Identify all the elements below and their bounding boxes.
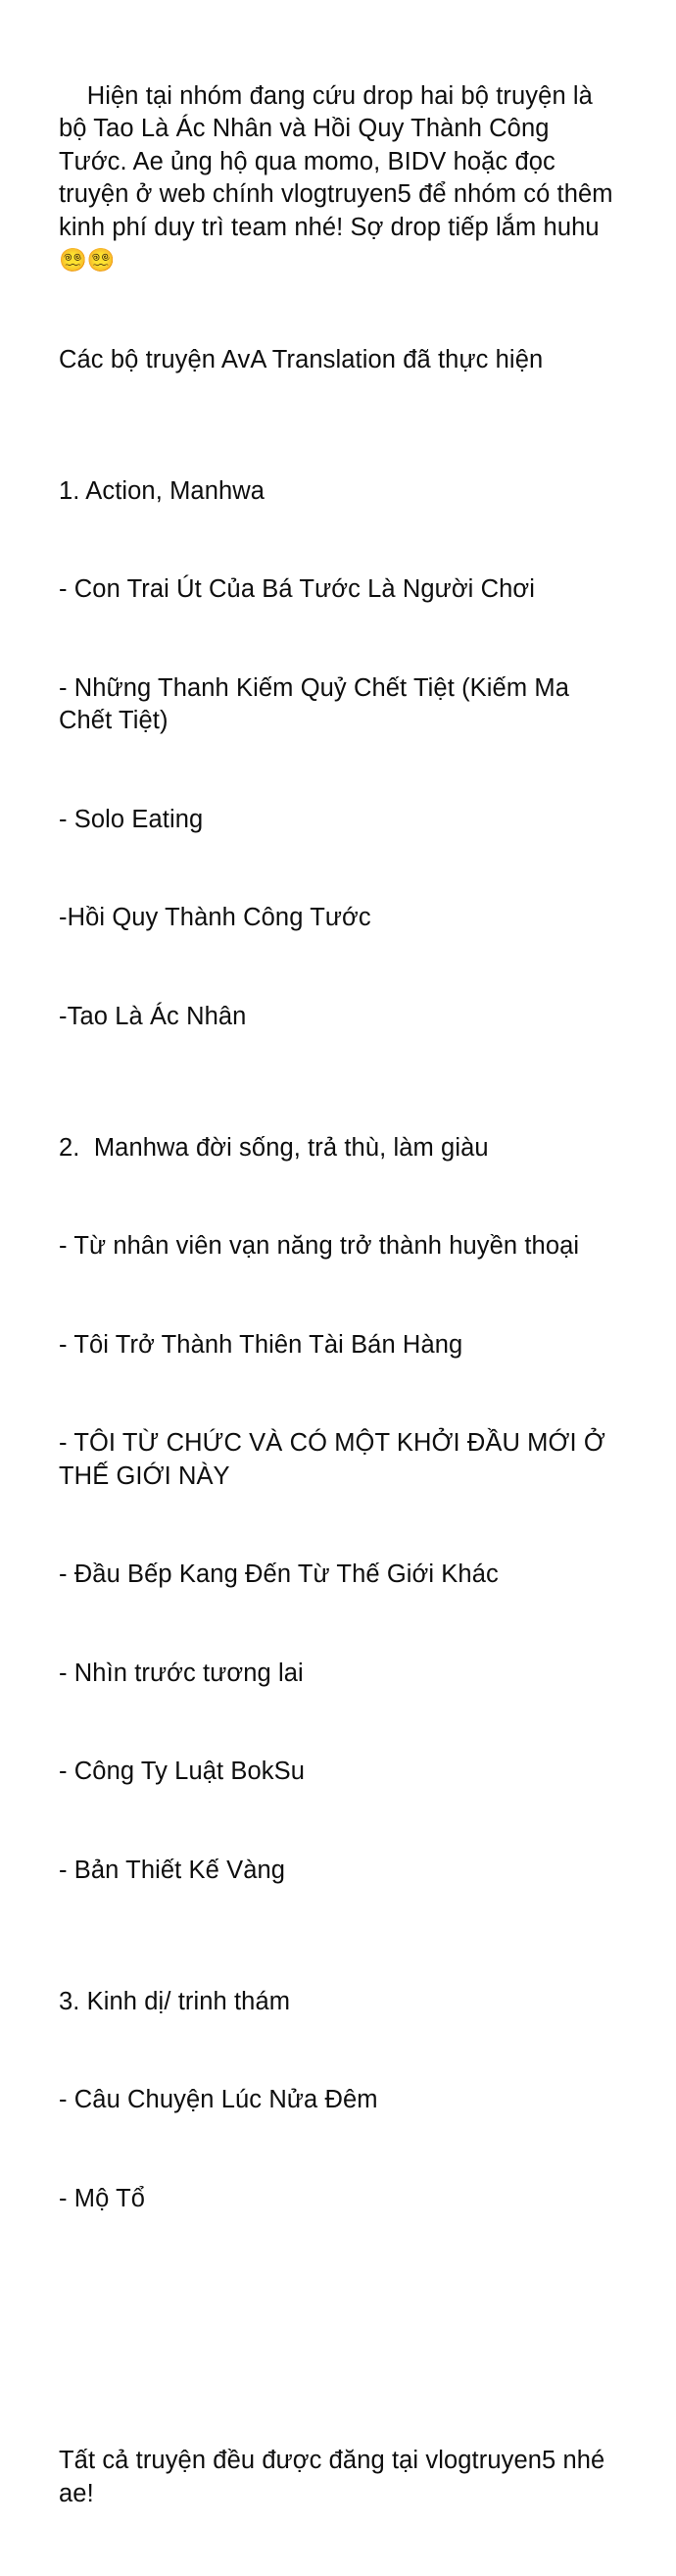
section-title-2: 2. Manhwa đời sống, trả thù, làm giàu: [59, 1133, 489, 1162]
list-item: - Mộ Tổ: [59, 2184, 146, 2212]
list-item: - Con Trai Út Của Bá Tước Là Người Chơi: [59, 575, 535, 603]
list-item: - Từ nhân viên vạn năng trở thành huyền thoại: [59, 1232, 580, 1260]
section-heading: Các bộ truyện AvA Translation đã thực hiện: [59, 345, 544, 373]
list-item: - Những Thanh Kiếm Quỷ Chết Tiệt (Kiếm Ma Chết Tiệt): [59, 673, 577, 734]
list-item: - Bản Thiết Kế Vàng: [59, 1856, 286, 1884]
list-item: - Câu Chuyện Lúc Nửa Đêm: [59, 2086, 378, 2113]
list-item: - Đầu Bếp Kang Đến Từ Thế Giới Khác: [59, 1560, 499, 1588]
paragraph-spacer: [59, 2314, 619, 2347]
list-item: -Hồi Quy Thành Công Tước: [59, 904, 371, 931]
list-item: - Tôi Trở Thành Thiên Tài Bán Hàng: [59, 1330, 463, 1359]
footer-paragraph: Tất cả truyện đều được đăng tại vlogtruyen5 nhé ae!: [59, 2447, 612, 2507]
list-item: - Solo Eating: [59, 805, 204, 833]
section-title-1: 1. Action, Manhwa: [59, 476, 266, 505]
list-item: - TÔI TỪ CHỨC VÀ CÓ MỘT KHỞI ĐẦU MỚI Ở THẾ GIỚI NÀY: [59, 1429, 612, 1490]
dizzy-face-emoji: 😵‍💫😵‍💫: [59, 248, 116, 273]
intro-paragraph: Hiện tại nhóm đang cứu drop hai bộ truyện là bộ Tao Là Ác Nhân và Hồi Quy Thành Công Tước. Ae ủng hộ qua momo, BIDV hoặc đọc truyện ở web chính vlogtruyen5 để nhóm có thêm kinh phí duy trì team nhé! Sợ drop tiếp lắm huhu: [59, 81, 620, 241]
document-body: [59, 47, 619, 2576]
list-item: - Công Ty Luật BokSu: [59, 1758, 306, 1785]
section-title-3: 3. Kinh dị/ trinh thám: [59, 1987, 291, 2015]
list-item: - Nhìn trước tương lai: [59, 1659, 304, 1687]
list-item: -Tao Là Ác Nhân: [59, 1002, 247, 1030]
